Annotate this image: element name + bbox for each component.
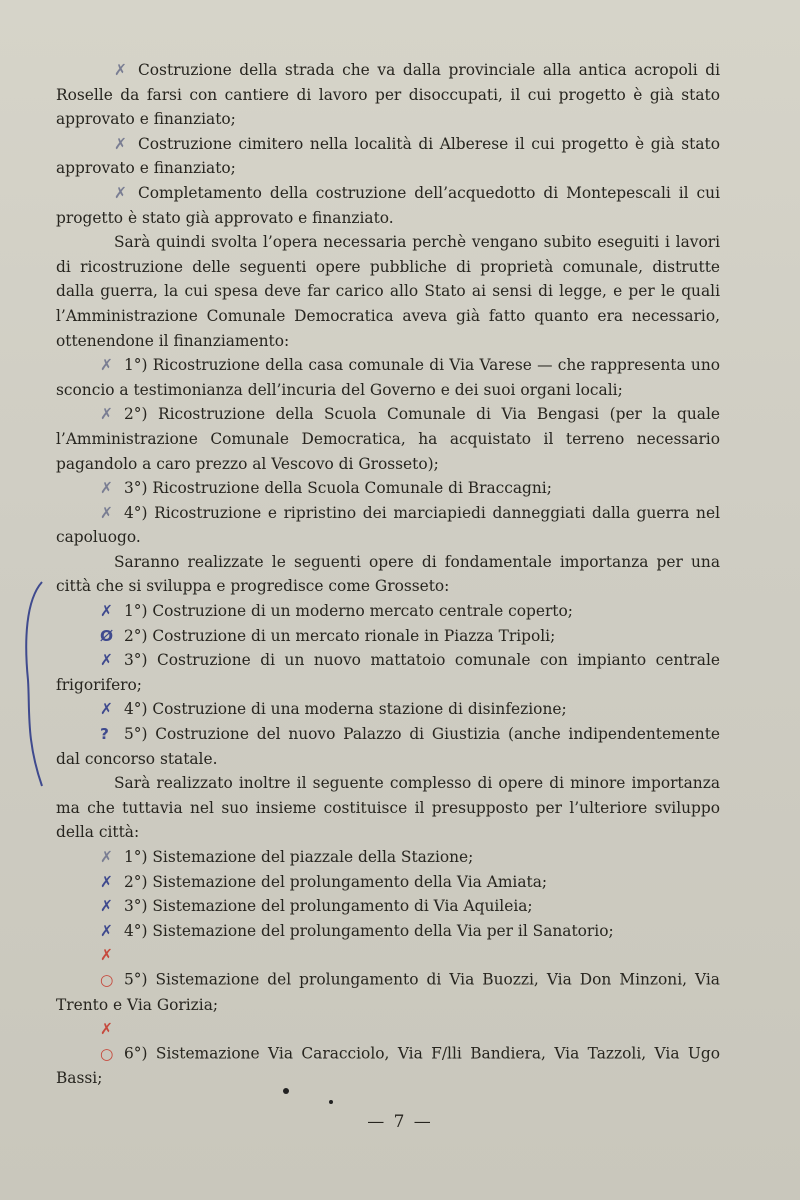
pencil-cross-mark: ✗: [100, 479, 113, 498]
red-circle-mark: ✗ ○: [100, 1020, 114, 1063]
paragraph-4: Sarà quindi svolta l’opera necessaria perchè vengano subito eseguiti i lavori di ricostruzione delle seguenti opere pubbliche di proprietà comunale, distrutte dalla guerra, la cui spesa deve far carico allo Stato ai sensi di legge, e per le quali l’Amministrazione Comunale Democratica aveva già fatto quanto era necessario, ottenendone il finanziamento:: [56, 233, 720, 350]
list-item: ✗ 3°) Sistemazione del prolungamento di Via Aquileia;: [56, 894, 720, 919]
list-item: ✗ 4°) Costruzione di una moderna stazione di disinfezione;: [56, 697, 720, 722]
list-item: ✗ 3°) Ricostruzione della Scuola Comunale di Braccagni;: [56, 476, 720, 501]
list-item: ? 5°) Costruzione del nuovo Palazzo di Giustizia (anche indipendentemente dal concorso statale.: [56, 722, 720, 771]
body-text: [56, 58, 720, 1091]
list-item: ✗ 4°) Sistemazione del prolungamento della Via per il Sanatorio;: [56, 919, 720, 944]
list-item: ✗ 4°) Ricostruzione e ripristino dei marciapiedi danneggiati dalla guerra nel capoluogo.: [56, 501, 720, 550]
pen-cross-mark: ✗: [100, 700, 113, 719]
pen-cross-mark: ✗: [100, 651, 113, 670]
pencil-cross-mark: ✗: [114, 61, 127, 79]
pencil-cross-mark: ✗: [114, 134, 127, 153]
pen-cross-mark: ✗: [100, 897, 113, 916]
paragraph-2: ✗ Costruzione cimitero nella località di Alberese il cui progetto è già stato approvato e finanziato;: [56, 132, 720, 181]
ink-dot: [283, 1088, 289, 1094]
list-item: ✗ 1°) Costruzione di un moderno mercato centrale coperto;: [56, 599, 720, 624]
paragraph-3: ✗ Completamento della costruzione dell’acquedotto di Montepescali il cui progetto è stato già approvato e finanziato.: [56, 181, 720, 230]
list-item: ✗ 1°) Sistemazione del piazzale della Stazione;: [56, 845, 720, 870]
list-item: ✗ ○ 6°) Sistemazione Via Caracciolo, Via F/lli Bandiera, Via Tazzoli, Via Ugo Bassi;: [56, 1017, 720, 1091]
paragraph-1: ✗ Costruzione della strada che va dalla provinciale alla antica acropoli di Roselle da farsi con cantiere di lavoro per disoccupati, il cui progetto è già stato approvato e finanziato;: [56, 58, 720, 132]
pen-question-mark: ?: [100, 725, 109, 744]
pen-cross-mark: ✗: [100, 602, 113, 621]
page-number: — 7 —: [367, 1112, 433, 1132]
list-item: ✗ 1°) Ricostruzione della casa comunale di Via Varese — che rappresenta uno sconcio a testimonianza dell’incuria del Governo e dei suoi organi locali;: [56, 353, 720, 402]
pencil-cross-mark: ✗: [100, 503, 113, 522]
list-item: Ø 2°) Costruzione di un mercato rionale in Piazza Tripoli;: [56, 624, 720, 649]
pencil-cross-mark: ✗: [100, 356, 113, 375]
pen-cross-mark: ✗: [100, 872, 113, 891]
pencil-cross-mark: ✗: [100, 848, 113, 866]
pencil-cross-mark: ✗: [100, 405, 113, 424]
list-item: ✗ ○ 5°) Sistemazione del prolungamento di Via Buozzi, Via Don Minzoni, Via Trento e Via Gorizia;: [56, 943, 720, 1017]
pen-cross-mark: ✗: [100, 921, 113, 940]
ink-dot: [329, 1100, 333, 1104]
pen-slashed-circle-mark: Ø: [100, 626, 114, 645]
red-circle-mark: ✗ ○: [100, 946, 114, 989]
list-item: ✗ 2°) Ricostruzione della Scuola Comunale di Via Bengasi (per la quale l’Amministrazione Comunale Democratica, ha acquistato il terreno necessario pagandolo a caro prezzo al Vescovo di Grosseto);: [56, 402, 720, 476]
list-item: ✗ 2°) Sistemazione del prolungamento della Via Amiata;: [56, 870, 720, 895]
paragraph-5: Saranno realizzate le seguenti opere di fondamentale importanza per una città che si sviluppa e progredisce come Grosseto:: [56, 552, 720, 596]
pencil-cross-mark: ✗: [114, 183, 127, 202]
handwritten-brace: [18, 580, 48, 790]
list-item: ✗ 3°) Costruzione di un nuovo mattatoio comunale con impianto centrale frigorifero;: [56, 648, 720, 697]
paragraph-6: Sarà realizzato inoltre il seguente complesso di opere di minore importanza ma che tuttavia nel suo insieme costituisce il presupposto per l’ulteriore sviluppo della città:: [56, 774, 720, 842]
